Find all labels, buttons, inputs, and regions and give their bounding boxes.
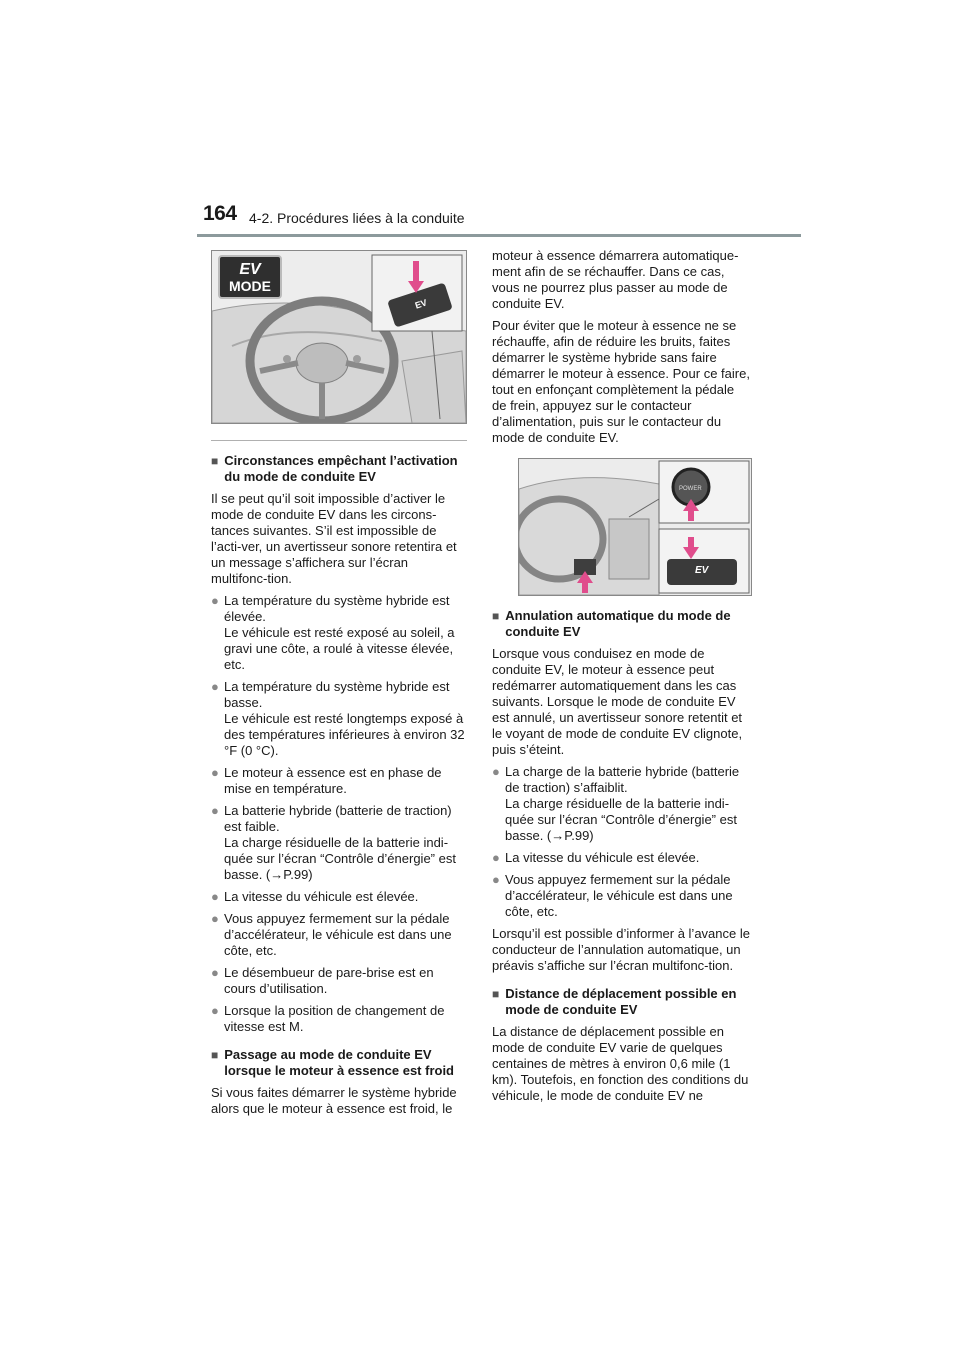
list-item: ● Le moteur à essence est en phase de mise en température. [211,765,442,796]
list-item: ● La charge de la batterie hybride (batterie de traction) s’affaiblit. La charge résiduelle de la batterie indi-quée sur l’écran “Contrôle d’énergie” est basse. (→P.99) [492,764,740,843]
power-switch-illustration [518,458,752,596]
right-column [492,248,750,1110]
bullet-icon: ● [211,593,219,608]
list-item: ● La température du système hybride est élevée. Le véhicule est resté exposé au soleil, a gravi une côte, a roulé à vitesse élevée, etc. [211,593,455,672]
bullet-icon: ● [492,872,500,887]
list-item: ● La batterie hybride (batterie de traction) est faible. La charge résiduelle de la batterie indi-quée sur l’écran “Contrôle d’énergie” est basse. (→P.99) [211,803,456,882]
paragraph: Lorsque vous conduisez en mode de conduite EV, le moteur à essence peut redémarrer automatiquement dans les cas suivants. Lorsque le mode de conduite EV est annulé, un avertisseur sonore retentit et le voyant de mode de conduite EV clignote, puis s’éteint. [492,646,743,757]
square-icon: ■ [211,1048,219,1062]
ev-button-label: EV [413,297,429,311]
bullet-icon: ● [211,679,219,694]
bullet-icon: ● [211,889,219,904]
bullet-icon: ● [492,850,500,865]
paragraph: La distance de déplacement possible en mode de conduite EV varie de quelques centaines de mètres à environ 0,6 mile (1 km). Toutefois, en fonction des conditions du véhicule, le mode de conduite EV ne [492,1024,749,1103]
page-header [197,200,801,236]
subheading-auto-cancel: ■ Annulation automatique du mode de conduite EV [492,608,731,639]
bullet-icon: ● [492,764,500,779]
paragraph: Si vous faites démarrer le système hybride alors que le moteur à essence est froid, le [211,1085,457,1116]
list-item: ● Vous appuyez fermement sur la pédale d’accélérateur, le véhicule est dans une côte, etc. [211,911,452,958]
subheading-ev-distance: ■ Distance de déplacement possible en mode de conduite EV [492,986,737,1017]
ev-button-label: EV [695,565,709,576]
subheading-cold-engine: ■ Passage au mode de conduite EV lorsque le moteur à essence est froid [211,1047,454,1078]
left-column [211,250,467,1123]
power-button-label: POWER [679,486,702,492]
list-item: ● Le désembueur de pare-brise est en cours d’utilisation. [211,965,434,996]
console-drawing [519,459,751,595]
list-item: ● La vitesse du véhicule est élevée. [211,889,419,904]
header-rule [197,234,801,237]
list-item: ● La vitesse du véhicule est élevée. [492,850,700,865]
paragraph: Il se peut qu’il soit impossible d’activer le mode de conduite EV dans les circons-tances suivantes. S’il est impossible de l’acti-ver, un avertisseur sonore retentira et un message s’affichera sur l’écran multifonc-tion. [211,491,457,586]
bullet-icon: ● [211,765,219,780]
square-icon: ■ [492,987,500,1001]
list-item: ● Lorsque la position de changement de vitesse est M. [211,1003,445,1034]
bullet-icon: ● [211,911,219,926]
steering-wheel-illustration [211,250,467,424]
paragraph: Lorsqu’il est possible d’informer à l’avance le conducteur de l’annulation automatique, un préavis s’affiche sur l’écran multifonc-tion. [492,926,750,973]
bullet-icon: ● [211,1003,219,1018]
subheading-ev-unavailable: ■ Circonstances empêchant l’activation du mode de conduite EV [211,453,458,484]
list-item: ● La température du système hybride est basse. Le véhicule est resté longtemps exposé à des températures inférieures à environ 32 °F (0 °C). [211,679,465,758]
ev-badge-line2: MODE [229,278,271,294]
ev-mode-badge [218,255,282,299]
separator [211,440,467,441]
paragraph: Pour éviter que le moteur à essence ne se réchauffe, afin de réduire les bruits, faites démarrer le système hybride sans faire démarrer le moteur à essence. Pour ce faire, tout en enfonçant complètement la pédale de frein, appuyez sur le contacteur d’alimentation, puis sur le contacteur du mode de conduite EV. [492,318,750,445]
ev-badge-line1: EV [239,261,261,278]
bullet-icon: ● [211,965,219,980]
page-number: 164 [203,202,237,225]
bullet-icon: ● [211,803,219,818]
square-icon: ■ [492,609,500,623]
list-item: ● Vous appuyez fermement sur la pédale d’accélérateur, le véhicule est dans une côte, etc. [492,872,733,919]
paragraph: moteur à essence démarrera automatique-ment afin de se réchauffer. Dans ce cas, vous ne pourrez plus passer au mode de conduite EV. [492,248,739,311]
square-icon: ■ [211,454,219,468]
section-title: 4-2. Procédures liées à la conduite [249,210,465,226]
